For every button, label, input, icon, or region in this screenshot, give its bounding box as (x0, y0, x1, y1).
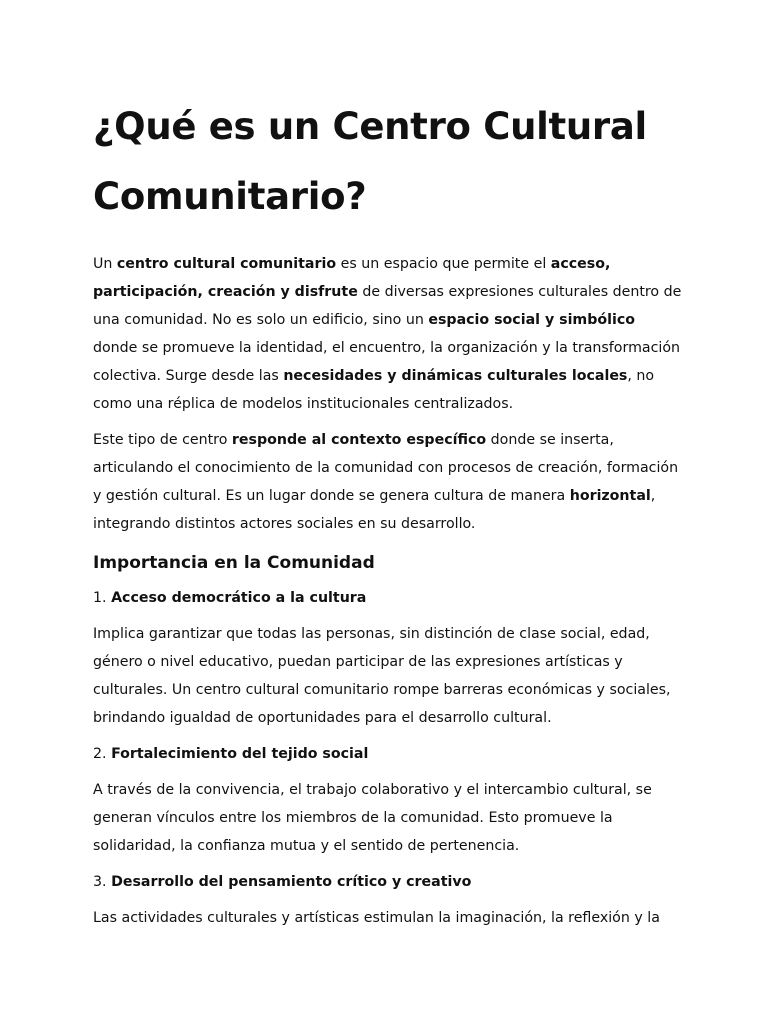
bold-phrase: responde al contexto específico (231, 432, 487, 448)
bold-phrase: necesidades y dinámicas culturales locales (283, 368, 628, 384)
item-text: Las actividades culturales y artísticas estimulan la imaginación, la reflexión y la (93, 910, 660, 926)
importance-list (93, 584, 683, 932)
item-title-row (93, 868, 683, 896)
text-run: donde se inserta, articulando el conocimiento de la comunidad con procesos de creación, formación y gestión cultural. Es un lugar donde se genera cultura de manera (93, 432, 679, 504)
intro-paragraph-2 (93, 426, 683, 538)
item-number: 2. (93, 746, 107, 762)
bold-phrase: acceso, participación, creación y disfrute (93, 256, 611, 300)
item-title-row (93, 740, 683, 768)
item-title: Fortalecimiento del tejido social (111, 746, 369, 762)
item-number: 1. (93, 590, 107, 606)
item-text: Implica garantizar que todas las personas, sin distinción de clase social, edad, género o nivel educativo, puedan participar de las expresiones artísticas y culturales. Un centro cultural comunitario rompe barreras económicas y sociales, brindando igualdad de oportunidades para el desarrollo cultural. (93, 626, 671, 726)
item-title: Acceso democrático a la cultura (111, 590, 367, 606)
text-run: , integrando distintos actores sociales en su desarrollo. (93, 488, 656, 532)
list-item (93, 868, 683, 932)
document-page (93, 92, 683, 940)
bold-phrase: espacio social y simbólico (428, 312, 636, 328)
item-text: A través de la convivencia, el trabajo colaborativo y el intercambio cultural, se generan vínculos entre los miembros de la comunidad. Esto promueve la solidaridad, la confianza mutua y el sentido de pertenencia. (93, 782, 652, 854)
section-heading: Importancia en la Comunidad (93, 553, 375, 573)
bold-phrase: centro cultural comunitario (116, 256, 337, 272)
page-title: ¿Qué es un Centro Cultural Comunitario? (93, 105, 647, 218)
item-number: 3. (93, 874, 107, 890)
list-item (93, 740, 683, 860)
text-run: Este tipo de centro (93, 432, 232, 448)
text-run: de diversas expresiones culturales dentro de una comunidad. No es solo un edificio, sino un (93, 284, 682, 328)
item-title-row (93, 584, 683, 612)
text-run: donde se promueve la identidad, el encuentro, la organización y la transformación colectiva. Surge desde las (93, 340, 680, 384)
text-run: Un (93, 256, 117, 272)
intro-paragraph-1 (93, 250, 683, 418)
item-title: Desarrollo del pensamiento crítico y creativo (111, 874, 472, 890)
bold-phrase: horizontal (569, 488, 651, 504)
list-item (93, 584, 683, 732)
text-run: , no como una réplica de modelos institucionales centralizados. (93, 368, 655, 412)
text-run: es un espacio que permite el (336, 256, 551, 272)
